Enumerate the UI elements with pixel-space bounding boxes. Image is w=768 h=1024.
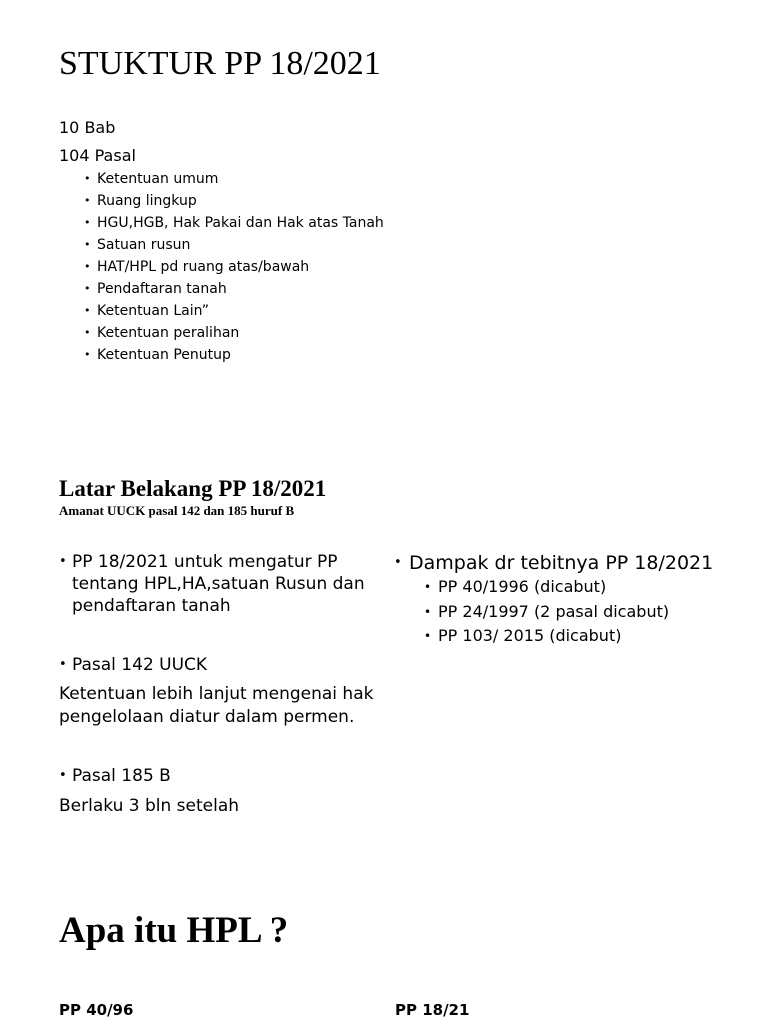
list-item-label: PP 24/1997 (2 pasal dicabut) (438, 601, 670, 621)
list-item (424, 577, 724, 597)
column-heading-pp-40-96: PP 40/96 (59, 1001, 134, 1019)
list-item-label: Ketentuan umum (97, 171, 219, 187)
bab-count: 10 Bab (59, 118, 116, 137)
paragraph: Ketentuan lebih lanjut mengenai hak pengelolaan diatur dalam permen. (59, 684, 374, 727)
paragraph: Berlaku 3 bln setelah (59, 796, 240, 816)
bullet-icon: • (84, 260, 91, 273)
bullet-icon: • (59, 554, 67, 569)
bullet-item (59, 654, 379, 676)
slide-2-title: Latar Belakang PP 18/2021 (59, 476, 327, 501)
list-item (84, 192, 384, 210)
list-item (84, 302, 384, 320)
structure-list (84, 170, 384, 368)
bullet-icon: • (424, 580, 432, 594)
pasal-count: 104 Pasal (59, 146, 136, 165)
bullet-icon: • (84, 326, 91, 339)
list-item-label: Pendaftaran tanah (97, 281, 227, 297)
list-item (424, 602, 724, 622)
column-heading-pp-18-21: PP 18/21 (395, 1001, 470, 1019)
bullet-text: Pasal 185 B (72, 766, 171, 786)
bullet-icon: • (59, 657, 67, 672)
list-item-label: Satuan rusun (97, 237, 191, 253)
list-item-label: HAT/HPL pd ruang atas/bawah (97, 259, 310, 275)
list-item-label: HGU,HGB, Hak Pakai dan Hak atas Tanah (97, 215, 384, 231)
bullet-icon: • (59, 768, 67, 783)
bullet-icon: • (84, 282, 91, 295)
bullet-text: Dampak dr tebitnya PP 18/2021 (409, 552, 714, 574)
bullet-item (394, 551, 734, 575)
list-item-label: Ketentuan Penutup (97, 347, 231, 363)
list-item (84, 346, 384, 364)
bullet-icon: • (424, 629, 432, 643)
list-item-label: Ketentuan Lain” (97, 303, 209, 319)
list-item-label: Ruang lingkup (97, 193, 197, 209)
slide-3-title: Apa itu HPL ? (59, 910, 289, 951)
list-item-label: Ketentuan peralihan (97, 325, 240, 341)
bullet-text: PP 18/2021 untuk mengatur PP tentang HPL,HA,satuan Rusun dan pendaftaran tanah (72, 552, 365, 616)
bullet-icon: • (84, 194, 91, 207)
bullet-icon: • (84, 216, 91, 229)
bullet-text: Pasal 142 UUCK (72, 655, 208, 675)
slide-2-subtitle: Amanat UUCK pasal 142 dan 185 huruf B (59, 503, 295, 518)
list-item (84, 324, 384, 342)
bullet-icon: • (84, 304, 91, 317)
list-item-label: PP 103/ 2015 (dicabut) (438, 626, 622, 645)
list-item (84, 170, 384, 188)
bullet-icon: • (84, 238, 91, 251)
bullet-icon: • (84, 172, 91, 185)
bullet-item (59, 551, 379, 617)
repealed-regulations-list (424, 577, 724, 651)
slide-1-title: STUKTUR PP 18/2021 (59, 45, 381, 82)
list-item (84, 236, 384, 254)
bullet-icon: • (394, 555, 402, 570)
list-item-label: PP 40/1996 (dicabut) (438, 577, 607, 596)
bullet-item (59, 765, 379, 787)
list-item (84, 214, 384, 232)
list-item (424, 626, 724, 646)
bullet-icon: • (84, 348, 91, 361)
list-item (84, 258, 384, 276)
list-item (84, 280, 384, 298)
bullet-icon: • (424, 604, 432, 619)
